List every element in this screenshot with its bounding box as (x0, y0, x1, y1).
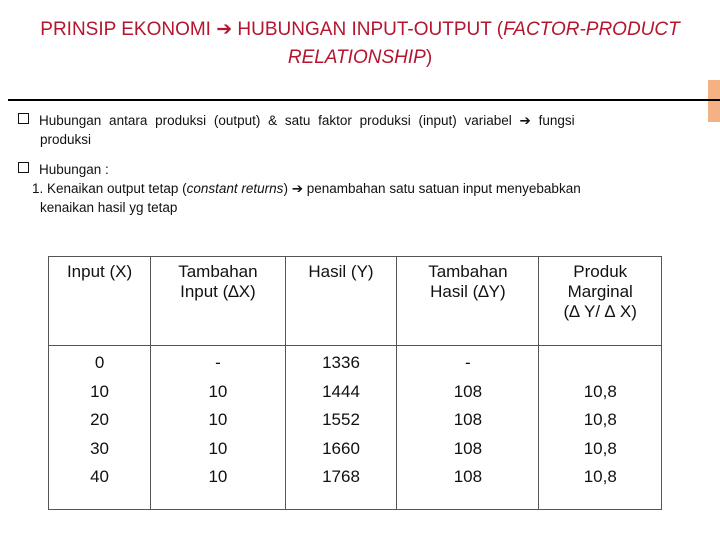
header-delta-input (151, 257, 286, 346)
table-cell: 10,8 (583, 438, 617, 458)
checkbox-bullet-icon (18, 162, 29, 173)
table-cell: 10,8 (583, 467, 617, 486)
table-cell: 108 (453, 410, 483, 429)
header-line: Input (X) (66, 262, 133, 281)
header-hasil-y (285, 257, 397, 346)
title-part1: PRINSIP EKONOMI (40, 19, 217, 40)
subpoint-text-b: ) (283, 181, 292, 196)
column-produk-marginal (539, 346, 662, 510)
table-cell: 1552 (322, 410, 360, 429)
title-part2: HUBUNGAN INPUT-OUTPUT ( (232, 19, 504, 40)
table-header-row (49, 257, 662, 346)
table-cell: 1768 (322, 467, 360, 486)
table-cell: 10 (208, 410, 228, 429)
table-cell: 10 (208, 381, 228, 401)
bullet-2-text: Hubungan : (39, 162, 109, 177)
table-cell: 10,8 (583, 381, 617, 401)
accent-bar (708, 80, 720, 122)
table-cell: 30 (90, 438, 110, 458)
bullet-1-text: Hubungan antara produksi (output) & satu faktor produksi (input) variabel (39, 113, 520, 128)
checkbox-bullet-icon (18, 113, 29, 124)
table-cell: 1336 (322, 353, 360, 372)
table-cell: 10 (208, 438, 228, 458)
title-divider (8, 99, 720, 101)
header-line: Hasil (Y) (308, 262, 374, 281)
table-data-row (49, 346, 662, 510)
header-line: Produk (573, 262, 628, 281)
table-cell (543, 349, 657, 378)
header-input-x (49, 257, 151, 346)
bullet-2-subpoint (18, 179, 718, 198)
column-delta-input (151, 346, 286, 510)
table-cell: 108 (453, 438, 483, 458)
table-cell: - (465, 353, 471, 372)
title-part3: ) (425, 47, 433, 68)
slide-title (40, 16, 680, 72)
header-line: Input (∆X) (180, 282, 256, 301)
arrow-right-icon: ➔ (519, 113, 531, 128)
table-cell: 0 (94, 353, 105, 372)
table-cell: 1660 (322, 438, 360, 458)
table-cell: 20 (90, 410, 110, 429)
arrow-right-icon: ➔ (216, 19, 233, 40)
bullet-1-line2: produksi (40, 132, 92, 147)
bullet-2 (18, 160, 718, 217)
bullet-1-tail: fungsi (530, 113, 575, 128)
header-line: Marginal (567, 282, 633, 301)
table-cell: 1444 (322, 381, 360, 401)
bullet-1 (18, 111, 698, 149)
table-cell: 108 (453, 381, 483, 401)
bullet-2-subpoint-line2: kenaikan hasil yg tetap (40, 200, 178, 215)
table-cell: 10 (90, 381, 110, 401)
table-cell: 10,8 (583, 410, 617, 429)
column-delta-hasil (397, 346, 539, 510)
subpoint-text-a: 1. Kenaikan output tetap ( (32, 181, 187, 196)
subpoint-italic: constant returns (186, 181, 284, 196)
table-cell: 40 (90, 467, 110, 486)
header-produk-marginal (539, 257, 662, 346)
header-line: Tambahan (178, 262, 258, 281)
column-input-x (49, 346, 151, 510)
header-line: Tambahan (428, 262, 508, 281)
header-line: (∆ Y/ ∆ X) (563, 302, 637, 321)
input-output-table (48, 256, 662, 510)
arrow-right-icon: ➔ (291, 181, 303, 196)
table-cell: - (215, 353, 221, 372)
column-hasil-y (285, 346, 397, 510)
header-delta-hasil (397, 257, 539, 346)
title-italic: FACTOR-PRODUCT RELATIONSHIP (287, 19, 680, 68)
header-line: Hasil (∆Y) (430, 282, 506, 301)
table-cell: 108 (453, 467, 483, 486)
subpoint-text-c: penambahan satu satuan input menyebabkan (303, 181, 581, 196)
table-cell: 10 (208, 467, 228, 486)
